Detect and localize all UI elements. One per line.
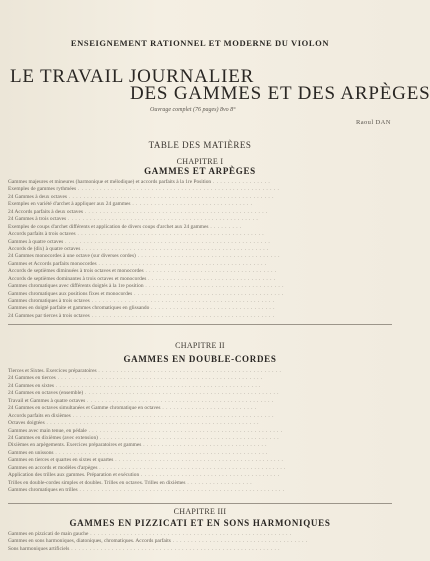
toc-entry: Octaves doigtées . . . . . . . . . . . . . . . . . . . . . . . . . . . . . . . . . . . . . . . . . . . . . . . . . . . . . . . . . . — [8, 420, 260, 427]
toc-entry: Gammes à quatre octaves . . . . . . . . . . . . . . . . . . . . . . . . . . . . . . . . . . . . . . . . . . . . . . . . . . . . . . . . — [8, 238, 271, 245]
chapter-3-label: CHAPITRE III — [173, 507, 227, 516]
chapter-2-title: GAMMES EN DOUBLE-CORDES — [123, 354, 277, 364]
toc-entry: Gammes en unissons . . . . . . . . . . . . . . . . . . . . . . . . . . . . . . . . . . . . . . . . . . . . . . . . . . . . . . . . . . — [8, 449, 268, 456]
chapter-2-label: CHAPITRE II — [175, 341, 225, 350]
toc-entry: Travail et Gammes à quatre octaves . . . . . . . . . . . . . . . . . . . . . . . . . . . . . . . . . . . . . . . . . . . . . . . . . . . — [8, 397, 274, 404]
section-divider — [8, 324, 392, 325]
toc-entry: Gammes en accords et modèles d'arpèges . . . . . . . . . . . . . . . . . . . . . . . . . . . . . . . . . . . . . . . . . . . . . . . . . . . — [8, 464, 286, 471]
toc-entry: 24 Gammes par tierces à trois octaves . . . . . . . . . . . . . . . . . . . . . . . . . . . . . . . . . . . . . . . . . . . . . . . . . . — [8, 312, 275, 319]
toc-entry: 24 Gammes en sixtes . . . . . . . . . . . . . . . . . . . . . . . . . . . . . . . . . . . . . . . . . . . . . . . . . . . . . . . . — [8, 382, 261, 389]
author-name: Raoul DAN — [356, 119, 391, 126]
main-title-line-1: LE TRAVAIL JOURNALIER — [10, 66, 255, 87]
toc-entry: Accords parfaits à trois octaves . . . . . . . . . . . . . . . . . . . . . . . . . . . . . . . . . . . . . . . . . . . . . . . . . . . — [8, 231, 265, 238]
toc-entry: Application des trilles aux gammes. Préparation et exécution . . . . . . . . . . . . . . . . . . . . . . . . . . . . . . . . . . . . . . — [8, 472, 280, 479]
toc-entry: Dixièmes en arpègements. Exercices préparatoires et gammes . . . . . . . . . . . . . . . . . . . . . . . . . . . . . . . . . . — [8, 442, 268, 449]
toc-entry: Gammes et Accords parfaits monocordes . . . . . . . . . . . . . . . . . . . . . . . . . . . . . . . . . . . . . . . . . . . . . . — [8, 260, 267, 267]
toc-entry: Gammes en pizzicati de main gauche . . . . . . . . . . . . . . . . . . . . . . . . . . . . . . . . . . . . . . . . . . . . . . . . . . . . . . . — [8, 531, 292, 537]
toc-entry: Gammes majeures et mineures (harmonique et mélodique) et accords parfaits à la 1re Position . . . . . . . . . . . . . . . . — [8, 179, 271, 185]
toc-entry: 24 Gammes en tierces . . . . . . . . . . . . . . . . . . . . . . . . . . . . . . . . . . . . . . . . . . . . . . . . . . . . . . . . — [8, 375, 263, 382]
toc-entry: Accords de septièmes dominantes à trois octaves et monocordes . . . . . . . . . . . . . . . . . . . . . . . . . . . . . . . . . . . — [8, 275, 276, 282]
toc-entry: Exemples de coups d'archet différents et application de divers coups d'archet aux 24 gammes . . . . . . . . . — [8, 223, 242, 230]
toc-entry: Gammes chromatiques à trois octaves . . . . . . . . . . . . . . . . . . . . . . . . . . . . . . . . . . . . . . . . . . . . . . . . . . — [8, 298, 275, 304]
toc-entry: Trilles en double-cordes simples et doubles. Trilles en octaves. Trilles en dixièmes . . . . . . . . . . . . . . . . . . — [8, 479, 253, 486]
chapter-3-title: GAMMES EN PIZZICATI ET EN SONS HARMONIQUES — [69, 518, 331, 528]
toc-entry: 24 Gammes en octaves (ensemble) . . . . . . . . . . . . . . . . . . . . . . . . . . . . . . . . . . . . . . . . . . . . . . . . . . . . . — [8, 390, 280, 397]
toc-entry: Gammes en tierces et quartes en sixtes et quartes . . . . . . . . . . . . . . . . . . . . . . . . . . . . . . . . . . . . . . . . . . . . . . — [8, 457, 284, 464]
toc-entry: 24 Gammes en octaves simultanées et Gamme chromatique en octaves . . . . . . . . . . . . . . . . . . . . . . . . . . — [8, 405, 257, 412]
toc-entry: Tierces et Sixtes. Exercices préparatoires . . . . . . . . . . . . . . . . . . . . . . . . . . . . . . . . . . . . . . . . . . . . . . . . . . — [8, 368, 282, 374]
toc-entry: Gammes en doigté parfaite et gammes chromatiques en glissando . . . . . . . . . . . . . . . . . . . . . . . . . . . . . . . . . . — [8, 305, 275, 312]
toc-entry: Exemples en variété d'archet à appliquer aux 24 gammes . . . . . . . . . . . . . . . . . . . . . . . . . . . . . . . . . — [8, 201, 253, 208]
toc-entry: Gammes avec main tenue, en pédale . . . . . . . . . . . . . . . . . . . . . . . . . . . . . . . . . . . . . . . . . . . . . . . . . . . . . — [8, 427, 283, 434]
toc-heading: TABLE DES MATIÈRES — [148, 140, 252, 150]
toc-entry: Exemples de gammes rythmées . . . . . . . . . . . . . . . . . . . . . . . . . . . . . . . . . . . . . . . . . . . . . . . . . . . . . . . — [8, 186, 280, 193]
chapter-2-entries — [8, 368, 400, 494]
main-title-line-2: DES GAMMES ET DES ARPÈGES — [130, 83, 430, 104]
toc-entry: Gammes chromatiques avec différents doigtés à la 1re position . . . . . . . . . . . . . . . . . . . . . . . . . . . . . . . . . . . . . . — [8, 283, 284, 290]
chapter-1-title: GAMMES ET ARPÈGES — [144, 166, 256, 176]
toc-entry: 24 Gammes à deux octaves . . . . . . . . . . . . . . . . . . . . . . . . . . . . . . . . . . . . . . . . . . . . . . . . . . . . . . . . — [8, 193, 274, 200]
section-divider — [8, 503, 392, 504]
toc-entry: Sons harmoniques artificiels . . . . . . . . . . . . . . . . . . . . . . . . . . . . . . . . . . . . . . . . . . . . . . . . . . . . . . . . . — [8, 545, 281, 552]
toc-entry: Gammes en sons harmoniques, diatoniques, chromatiques. Accords parfaits . . . . . . . . . . . . . . . . . . . . . . . . . . . . . . . . . . . . . — [8, 538, 308, 545]
toc-entry: Gammes chromatiques aux positions fixes et monocordes . . . . . . . . . . . . . . . . . . . . . . . . . . . . . . . . . . . . . . . . . — [8, 290, 284, 297]
toc-entry: 24 Gammes monocordes à une octave (sur diverses cordes) . . . . . . . . . . . . . . . . . . . . . . . . . . . . . . . . . . . . . . . — [8, 253, 280, 260]
chapter-1-label: CHAPITRE I — [176, 157, 224, 166]
toc-entry: 24 Gammes à trois octaves . . . . . . . . . . . . . . . . . . . . . . . . . . . . . . . . . . . . . . . . . . . . . . . . . . . . — [8, 216, 259, 223]
chapter-3-entries — [8, 531, 400, 553]
toc-entry: 24 Gammes en dixièmes (avec extension) . . . . . . . . . . . . . . . . . . . . . . . . . . . . . . . . . . . . . . . . . . . . . . . . . — [8, 434, 280, 441]
subtitle: Ouvrage complet (76 pages) 8vo 8° — [150, 107, 236, 113]
toc-entry: 24 Accords parfaits à deux octaves . . . . . . . . . . . . . . . . . . . . . . . . . . . . . . . . . . . . . . . . . . . . . . . . . . — [8, 208, 268, 215]
toc-entry: Gammes chromatiques en trilles . . . . . . . . . . . . . . . . . . . . . . . . . . . . . . . . . . . . . . . . . . . . . . . . . . . . . . . . — [8, 487, 285, 493]
toc-entry: Accords parfaits en dixièmes . . . . . . . . . . . . . . . . . . . . . . . . . . . . . . . . . . . . . . . . . . . . . . . . . . . . . . . — [8, 412, 274, 419]
toc-entry: Accords de (dix) à quatre octaves . . . . . . . . . . . . . . . . . . . . . . . . . . . . . . . . . . . . . . . . . . . . . . . . . . . — [8, 245, 269, 252]
chapter-1-entries — [8, 179, 400, 320]
series-heading: ENSEIGNEMENT RATIONNEL ET MODERNE DU VIOLON — [70, 38, 330, 48]
toc-entry: Accords de septièmes diminuées à trois octaves et monocordes . . . . . . . . . . . . . . . . . . . . . . . . . . . . . . . . . . . . — [8, 268, 277, 275]
